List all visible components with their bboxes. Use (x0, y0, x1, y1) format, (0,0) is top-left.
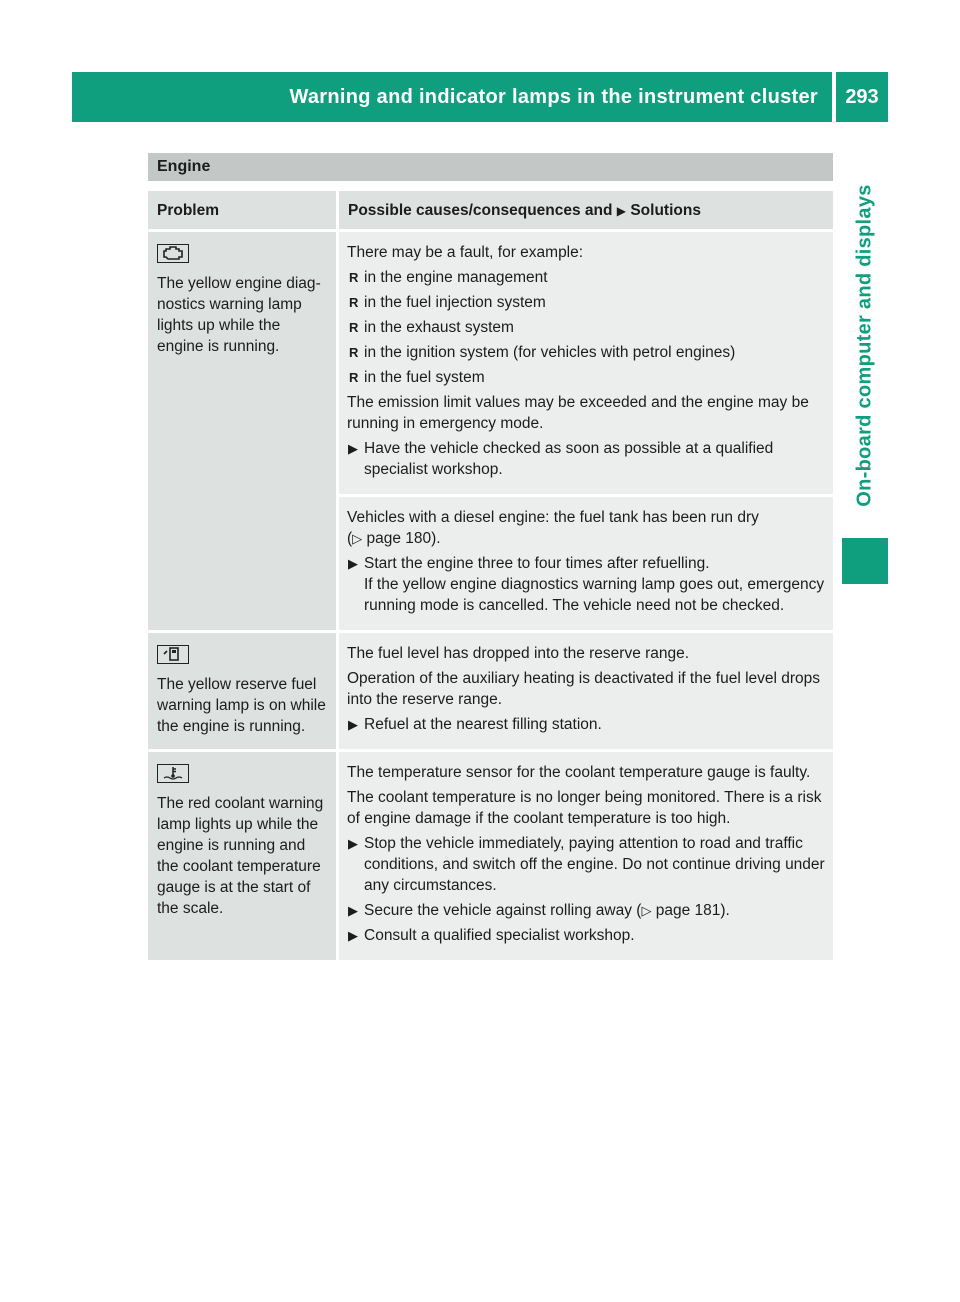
problem-text: The yellow engine diagnostics warning lamp lights up while the engine is running. (157, 275, 321, 355)
list-item: R in the ignition system (for vehicles with petrol engines) (349, 344, 736, 361)
solution-cell (336, 633, 833, 749)
solution-cell (336, 497, 833, 630)
chapter-side-tab-label: On-board computer and displays (853, 183, 876, 507)
step-arrow-icon: ▶ (348, 928, 358, 943)
problem-cell (148, 633, 336, 749)
chapter-marker-block (842, 538, 888, 584)
action-step: ▶ Have the vehicle checked as soon as possible at a qualified specialist workshop. (348, 440, 774, 478)
page-ref-arrow-icon: ▷ (641, 903, 652, 918)
solution-intro: There may be a fault, for example: (347, 244, 584, 261)
bullet-icon: R (349, 345, 359, 360)
bullet-icon: R (349, 370, 359, 385)
list-item: R in the exhaust system (349, 319, 514, 336)
list-item: R in the fuel injection system (349, 294, 546, 311)
column-header-solutions-end: Solutions (630, 202, 701, 219)
solution-paragraph: The temperature sensor for the coolant temperature gauge is faulty. (347, 764, 811, 781)
table-row (148, 633, 833, 749)
step-arrow-icon: ▶ (348, 836, 358, 851)
solution-paragraph: Operation of the auxiliary heating is deactivated if the fuel level drops into the reserve range. (347, 670, 821, 708)
table-header-row (148, 191, 833, 229)
engine-diagnostics-icon (157, 244, 189, 263)
table-row (148, 232, 833, 494)
solution-cell (336, 232, 833, 494)
action-step: ▶ Refuel at the nearest filling station. (348, 716, 602, 733)
action-step: ▶ Consult a qualified specialist workshop. (348, 927, 635, 944)
coolant-temperature-icon (157, 764, 189, 783)
problem-text: The yellow reserve fuel warning lamp is on while the engine is running. (157, 676, 326, 735)
page-ref-arrow-icon: ▷ (352, 531, 363, 546)
column-header-solutions-label: Possible causes/consequences and (348, 202, 613, 219)
list-item: R in the fuel system (349, 369, 485, 386)
chapter-side-tab (842, 155, 888, 535)
step-arrow-icon: ▶ (348, 556, 358, 571)
bullet-icon: R (349, 295, 359, 310)
solutions-arrow-icon: ▶ (616, 204, 627, 218)
fuel-reserve-icon (157, 645, 189, 664)
solution-intro: Vehicles with a diesel engine: the fuel tank has been run dry (▷ page 180). (347, 509, 759, 547)
solution-note: The emission limit values may be exceeded and the engine may be running in emergency mode. (347, 394, 809, 432)
column-header-problem: Problem (148, 191, 336, 229)
bullet-icon: R (349, 320, 359, 335)
header-title: Warning and indicator lamps in the instrument cluster (72, 72, 832, 122)
warning-lamp-table (148, 188, 833, 963)
problem-text: The red coolant warning lamp lights up while the engine is running and the coolant temperature gauge is at the start of the scale. (157, 795, 324, 917)
page-header (72, 72, 888, 122)
table-row (148, 752, 833, 960)
solution-paragraph: The fuel level has dropped into the reserve range. (347, 645, 690, 662)
page-number: 293 (836, 72, 888, 122)
solution-paragraph: The coolant temperature is no longer being monitored. There is a risk of engine damage if the coolant temperature is too high. (347, 789, 822, 827)
step-arrow-icon: ▶ (348, 903, 358, 918)
step-arrow-icon: ▶ (348, 717, 358, 732)
action-step: ▶ Secure the vehicle against rolling away (▷ page 181). (348, 902, 730, 919)
list-item: R in the engine management (349, 269, 548, 286)
bullet-icon: R (349, 270, 359, 285)
problem-cell (148, 232, 336, 630)
column-header-solutions (336, 191, 833, 229)
action-step: ▶ Stop the vehicle immediately, paying attention to road and traffic conditions, and switch off the engine. Do not continue driving under any circumstances. (348, 835, 825, 894)
page-reference: page 180). (366, 530, 441, 547)
problem-cell (148, 752, 336, 960)
page-reference: page 181). (655, 902, 730, 919)
action-step: ▶ Start the engine three to four times after refuelling. If the yellow engine diagnostics warning lamp goes out, emergency running mode is cancelled. The vehicle need not be checked. (348, 555, 825, 614)
section-title: Engine (148, 153, 833, 181)
step-arrow-icon: ▶ (348, 441, 358, 456)
solution-cell (336, 752, 833, 960)
